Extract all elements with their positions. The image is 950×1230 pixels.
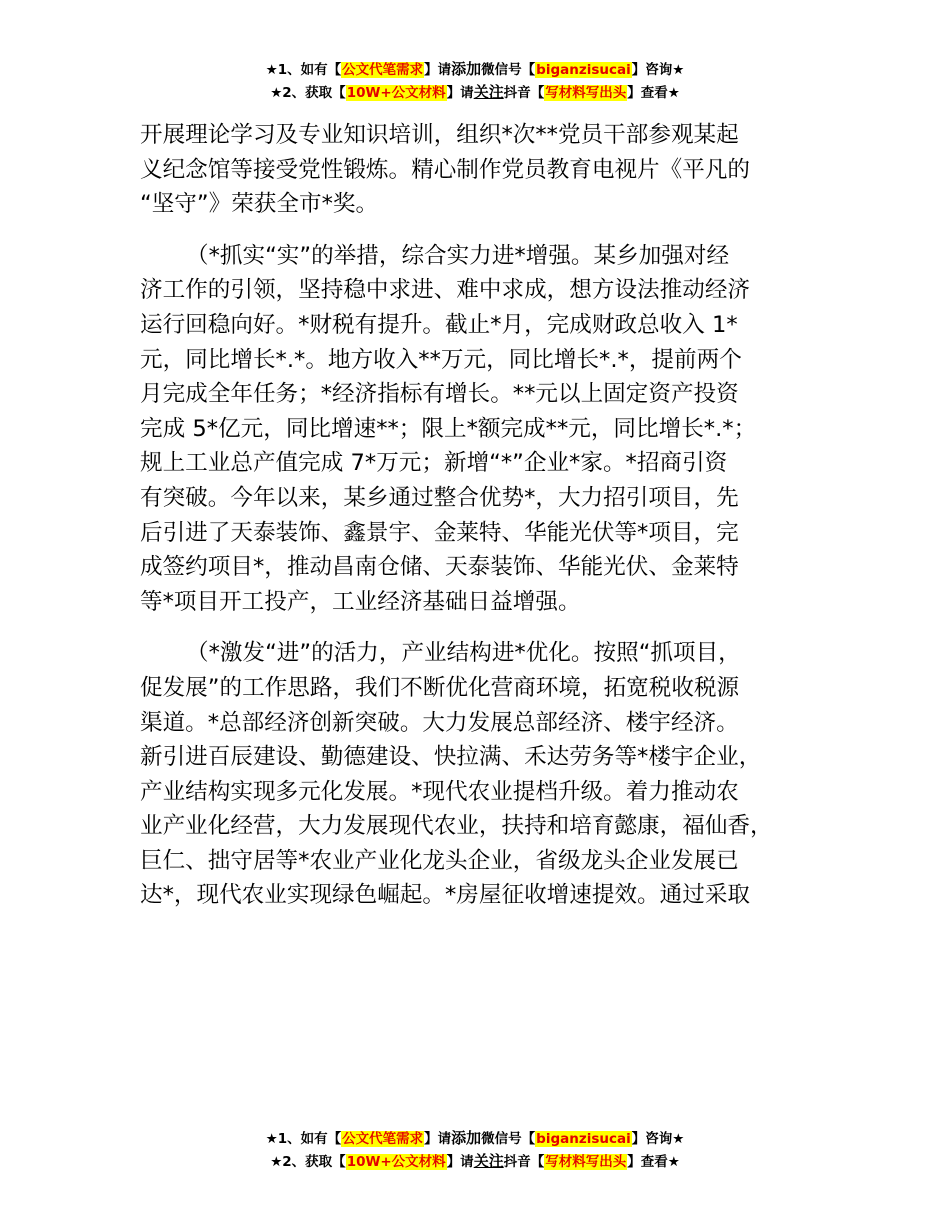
text-line: 后引进了天泰装饰、鑫景宇、金莱特、华能光伏等*项目，完	[140, 519, 739, 546]
banner-2-mid2: 抖音【	[503, 85, 545, 101]
text-line: （*激发“进”的活力，产业结构进*优化。按照“抓项目，	[186, 640, 741, 667]
banner-2-prefix: ★2、获取【	[270, 1154, 346, 1170]
text-line: 完成 5*亿元，同比增速**；限上*额完成**元，同比增长*.*；	[140, 415, 757, 442]
bottom-banner	[0, 1127, 950, 1173]
text-line: 有突破。今年以来，某乡通过整合优势*，大力招引项目，先	[140, 484, 739, 511]
banner-2-prefix: ★2、获取【	[270, 85, 346, 101]
banner-1-mid2: 微信号【	[481, 1131, 536, 1147]
text-line: 促发展”的工作思路，我们不断优化营商环境，拓宽税收税源	[140, 674, 740, 701]
banner-1-highlight-service: 公文代笔需求	[342, 62, 424, 78]
banner-2-mid: 】请	[446, 1154, 474, 1170]
banner-line-2	[0, 81, 950, 104]
banner-2-douyin-id: 写材料写出头	[545, 1154, 627, 1170]
banner-1-prefix: ★1、如有【	[265, 1131, 342, 1147]
banner-2-highlight-materials: 10W+公文材料	[346, 85, 446, 101]
paragraph-2	[140, 239, 830, 620]
text-line: 义纪念馆等接受党性锻炼。精心制作党员教育电视片《平凡的	[140, 156, 751, 183]
text-line: 成签约项目*，推动昌南仓储、天泰装饰、华能光伏、金莱特	[140, 554, 739, 581]
banner-1-mid2: 微信号【	[481, 62, 536, 78]
text-line: 等*项目开工投产，工业经济基础日益增强。	[140, 588, 581, 615]
banner-2-emph: 关注	[473, 83, 504, 101]
text-line: 渠道。*总部经济创新突破。大力发展总部经济、楼宇经济。	[140, 709, 739, 736]
banner-line-1	[0, 58, 950, 81]
banner-1-mid: 】请	[424, 62, 452, 78]
text-line: 开展理论学习及专业知识培训，组织*次**党员干部参观某起	[140, 122, 739, 148]
banner-1-suffix: 】咨询★	[631, 62, 685, 78]
text-line: 运行回稳向好。*财税有提升。截止*月，完成财政总收入 1*	[140, 311, 738, 338]
paragraph-3	[140, 636, 830, 913]
banner-2-douyin-id: 写材料写出头	[545, 85, 627, 101]
text-line: “坚守”》荣获全市*奖。	[140, 191, 379, 218]
banner-2-mid: 】请	[446, 85, 474, 101]
banner-1-emph: 添加	[451, 1129, 482, 1147]
text-line: 元，同比增长*.*。地方收入**万元，同比增长*.*，提前两个	[140, 346, 742, 373]
text-line: 月完成全年任务；*经济指标有增长。**元以上固定资产投资	[140, 381, 739, 408]
text-line: （*抓实“实”的举措，综合实力进*增强。某乡加强对经	[186, 242, 730, 269]
text-line: 达*，现代农业实现绿色崛起。*房屋征收增速提效。通过采取	[140, 882, 751, 909]
paragraph-1	[140, 118, 830, 222]
banner-2-suffix: 】查看★	[627, 1154, 680, 1170]
banner-line-1	[0, 1127, 950, 1150]
banner-1-wechat-id: biganzisucai	[536, 1131, 631, 1147]
banner-1-emph: 添加	[451, 60, 482, 78]
text-line: 新引进百辰建设、勤德建设、快拉满、禾达劳务等*楼宇企业，	[140, 744, 762, 771]
banner-1-mid: 】请	[424, 1131, 452, 1147]
text-line: 规上工业总产值完成 7*万元；新增“*”企业*家。*招商引资	[140, 450, 728, 477]
banner-2-mid2: 抖音【	[503, 1154, 545, 1170]
banner-2-suffix: 】查看★	[627, 85, 680, 101]
text-line: 巨仁、拙守居等*农业产业化龙头企业，省级龙头企业发展已	[140, 847, 739, 874]
banner-1-suffix: 】咨询★	[631, 1131, 685, 1147]
banner-line-2	[0, 1150, 950, 1173]
banner-2-highlight-materials: 10W+公文材料	[346, 1154, 446, 1170]
text-line: 济工作的引领，坚持稳中求进、难中求成，想方设法推动经济	[140, 277, 751, 304]
banner-1-prefix: ★1、如有【	[265, 62, 342, 78]
banner-1-highlight-service: 公文代笔需求	[342, 1131, 424, 1147]
banner-1-wechat-id: biganzisucai	[536, 62, 631, 78]
text-line: 产业结构实现多元化发展。*现代农业提档升级。着力推动农	[140, 778, 739, 805]
document-body	[140, 118, 830, 913]
top-banner	[0, 58, 950, 104]
banner-2-emph: 关注	[473, 1152, 504, 1170]
text-line: 业产业化经营，大力发展现代农业，扶持和培育懿康，福仙香，	[140, 813, 773, 840]
